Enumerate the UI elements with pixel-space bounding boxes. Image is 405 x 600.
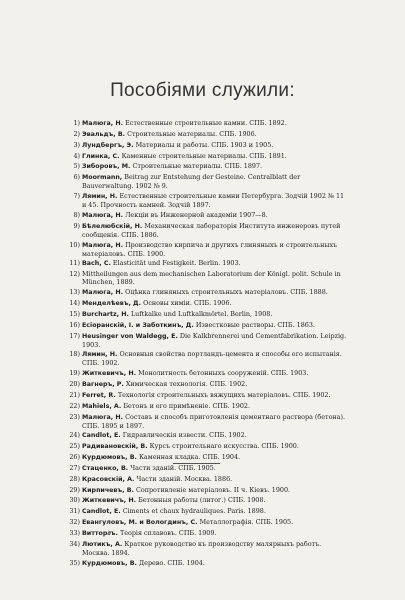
entry-number: 10) [69,240,80,249]
bibliography-entry [0,475,405,484]
entry-text: Механическая лабораторія Института инженеровъ путей сообщенія. СПБ. 1886. [82,221,341,239]
entry-number: 3) [73,140,80,149]
bibliography-entry [0,141,405,150]
entry-text: Die Kalkbrennerei und Cementfabrikation. Leipzig. 1903. [82,331,347,349]
entry-number: 20) [69,380,80,389]
entry-text: Производство кирпича и другихъ глиняныхъ и строительныхъ матеріаловъ. СПБ. 1900. [82,240,338,258]
entry-author: Зиборовъ, М. [82,163,131,171]
entry-text: Строительные материалы. СПБ. 1906. [127,129,257,138]
entry-text: Теорія сплавовъ. СПБ. 1909. [119,529,217,537]
entry-number: 33) [69,529,80,537]
entry-text: Beitrag zur Entstehung der Gesteine. Centralblatt der Bauverwaltung. 1902 № 9. [82,173,301,191]
bibliography-entry [0,119,405,128]
bibliography-entry [0,507,405,516]
entry-text: Материалы и работы. СПБ. 1903 и 1905. [135,140,274,149]
entry-author: Евангуловъ, М. и Вологдинъ, С. [82,519,198,527]
bibliography-entry [0,402,405,411]
entry-number: 17) [69,331,80,340]
entry-author: Житкевичъ, Н. [82,370,137,378]
entry-author: Курдюмовъ, В. [82,454,137,462]
bibliography-entry [0,259,405,268]
bibliography-entry [0,518,405,527]
entry-author: Лямин, Н. [82,193,118,201]
entry-number: 34) [69,539,80,548]
entry-number: 29) [69,485,80,494]
bibliography-entry [0,270,405,286]
entry-author: Малюга, Н. [82,413,124,421]
bibliography-entry [0,413,405,430]
entry-number: 15) [69,309,80,318]
entry-author: Малюга, Н. [82,211,124,219]
entry-text: Составъ и способъ приготовленія цементнаго раствора (бетона). СПБ. 1895 и 1897. [82,412,346,430]
entry-number: 13) [69,288,80,297]
entry-text: Технологія строительныхъ вяжущихъ матеріаловъ. СПБ. 1902. [117,390,331,399]
entry-author: Глинка, С. [82,152,120,160]
bibliography-entry [0,496,405,505]
entry-text: Дерево. СПБ. 1904. [138,558,205,567]
entry-number: 27) [69,463,80,472]
entry-text: Бетонъ и его примѣненіе. СПБ. 1902. [123,401,251,410]
bibliography-entry [0,369,405,378]
bibliography-entry [0,431,405,440]
entry-number: 24) [69,431,80,440]
entry-number: 6) [73,173,80,182]
entry-number: 2) [73,129,80,138]
entry-number: 1) [73,119,80,127]
entry-text: Части зданій. СПБ. 1905. [130,463,216,472]
bibliography-list [0,119,405,570]
entry-text: Каменная кладка. СПБ. 1904. [138,453,241,462]
entry-number: 18) [69,350,80,359]
entry-text: Химическая технологія. СПБ. 1902. [125,380,248,389]
bibliography-entry [0,173,405,190]
entry-text: Бетонныя работы (литог.) СПБ. 1908. [138,496,266,505]
entry-author: Малюга, Н. [82,289,124,297]
entry-number: 9) [73,221,80,230]
bibliography-entry [0,380,405,389]
entry-number: 21) [69,390,80,399]
entry-number: 7) [73,192,80,201]
entry-author: Burchartz, H. [82,310,129,318]
bibliography-entry [0,222,405,239]
entry-author: Радивановскій, В. [82,443,148,451]
entry-author: Есіоранскій, I. и Заботкинъ, Д. [82,321,194,329]
entry-author: Менделѣевъ, Д. [82,299,142,307]
entry-author: Moormann, [82,174,123,182]
entry-number: 31) [69,507,80,516]
page-title: Пособіями служили: [110,80,295,101]
entry-number: 35) [69,558,80,567]
entry-author: Эвальдъ, В. [82,130,126,138]
bibliography-entry [0,540,405,557]
entry-text: Luftkalke und Luftkalkmörtel. Berlin, 1908. [130,309,273,318]
bibliography-entry [0,299,405,308]
entry-author: Лютикъ, А. [82,540,123,548]
entry-number: 11) [69,259,80,268]
bibliography-entry [0,453,405,462]
entry-author: Bach, C. [82,260,111,268]
entry-text: Сопротивленіе матеріаловъ. II ч. Кіевъ. 1900. [135,485,291,494]
entry-text: Монолитность бетонныхъ сооруженій. СПБ. 1903. [138,369,309,378]
entry-text: Известковые растворы. СПБ. 1863. [195,320,315,329]
entry-text: Ciments et chaux hydrauliques. Paris. 1898. [122,507,266,516]
bibliography-entry [0,321,405,330]
entry-number: 8) [73,210,80,219]
entry-author: Лямин, Н. [82,351,118,359]
entry-number: 4) [73,151,80,160]
bibliography-entry [0,162,405,171]
entry-text: Основныя свойства портландъ-цемента и способы его испытанія. СПБ. 1902. [82,350,342,368]
entry-text: Строительные материалы. СПБ. 1897. [132,162,263,171]
entry-author: Красовскій, А. [82,475,135,483]
entry-text: Естественные строительные камни. СПБ. 1892. [125,119,287,127]
entry-number: 30) [69,496,80,505]
entry-text: Металлографія. СПБ. 1905. [199,518,294,527]
entry-number: 26) [69,453,80,462]
entry-text: Лекціи въ Инженерной академіи 1907—8. [125,210,268,219]
entry-number: 5) [73,162,80,171]
entry-author: Candlot, E. [82,432,121,440]
entry-author: Mahiels, A. [82,402,122,410]
entry-number: 16) [69,320,80,329]
bibliography-entry [0,559,405,568]
bibliography-entry [0,211,405,220]
bibliography-entry [0,464,405,473]
entry-author: Стаценко, В. [82,464,129,472]
entry-author: Бѣлелюбскій, Н. [82,222,143,230]
entry-author: Житкевичъ, Н. [82,497,137,505]
entry-number: 23) [69,412,80,421]
entry-text: Курсъ строительнаго искусства. СПБ. 1900. [149,442,299,451]
entry-text: Естественные строительные камни Петербурга. Зодчій 1902 № 11 и 45. Прочность камней. Зодчій 1897. [82,192,345,210]
bibliography-entry [0,442,405,451]
entry-text: Краткое руководство къ производству малярныхъ работъ. Москва. 1894. [82,539,322,557]
bibliography-entry [0,350,405,367]
entry-text: Mittheilungen aus dem mechanischen Laboratorium der Königl. polit. Schule in München, 1889. [82,270,341,287]
entry-text: Оцѣнка глиняныхъ строительныхъ матеріаловъ. СПБ. 1888. [125,288,328,297]
bibliography-entry [0,288,405,297]
entry-number: 25) [69,442,80,451]
entry-text: Elasticität und Festigkeit. Berlin. 1903. [112,259,241,268]
entry-author: Малюга, Н. [82,120,124,127]
entry-author: Heusinger von Waldegg, E. [82,332,178,340]
entry-author: Кирпичевъ, В. [82,486,134,494]
entry-number: 32) [69,518,80,527]
entry-author: Candlot, E. [82,508,121,516]
entry-number: 14) [69,298,80,307]
bibliography-entry [0,332,405,349]
entry-text: Гидравлическія извести. СПБ. 1902. [122,431,247,440]
entry-number: 22) [69,401,80,410]
bibliography-entry [0,241,405,258]
entry-author: Малюга, Н. [82,241,124,249]
entry-author: Лундбергъ, Э. [82,141,134,149]
entry-author: Курдюмовъ, В. [82,559,137,567]
entry-author: Виттор∂ъ. [82,530,118,537]
entry-text: Каменные строительные материалы. СПБ. 1891. [121,151,287,160]
bibliography-entry [0,192,405,209]
bibliography-entry [0,152,405,161]
entry-author: Ferret, R. [82,391,116,399]
bibliography-entry [0,529,405,538]
bibliography-entry [0,391,405,400]
entry-text: Основы химіи. СПБ. 1906. [143,298,232,307]
entry-text: Части зданій. Москва. 1886. [136,474,233,483]
bibliography-entry [0,486,405,495]
entry-number: 12) [69,270,80,279]
bibliography-entry [0,310,405,319]
entry-author: Вагнеръ, Р. [82,381,124,389]
bibliography-entry [0,130,405,139]
closing-rule [173,463,220,464]
entry-number: 28) [69,474,80,483]
entry-number: 19) [69,369,80,378]
